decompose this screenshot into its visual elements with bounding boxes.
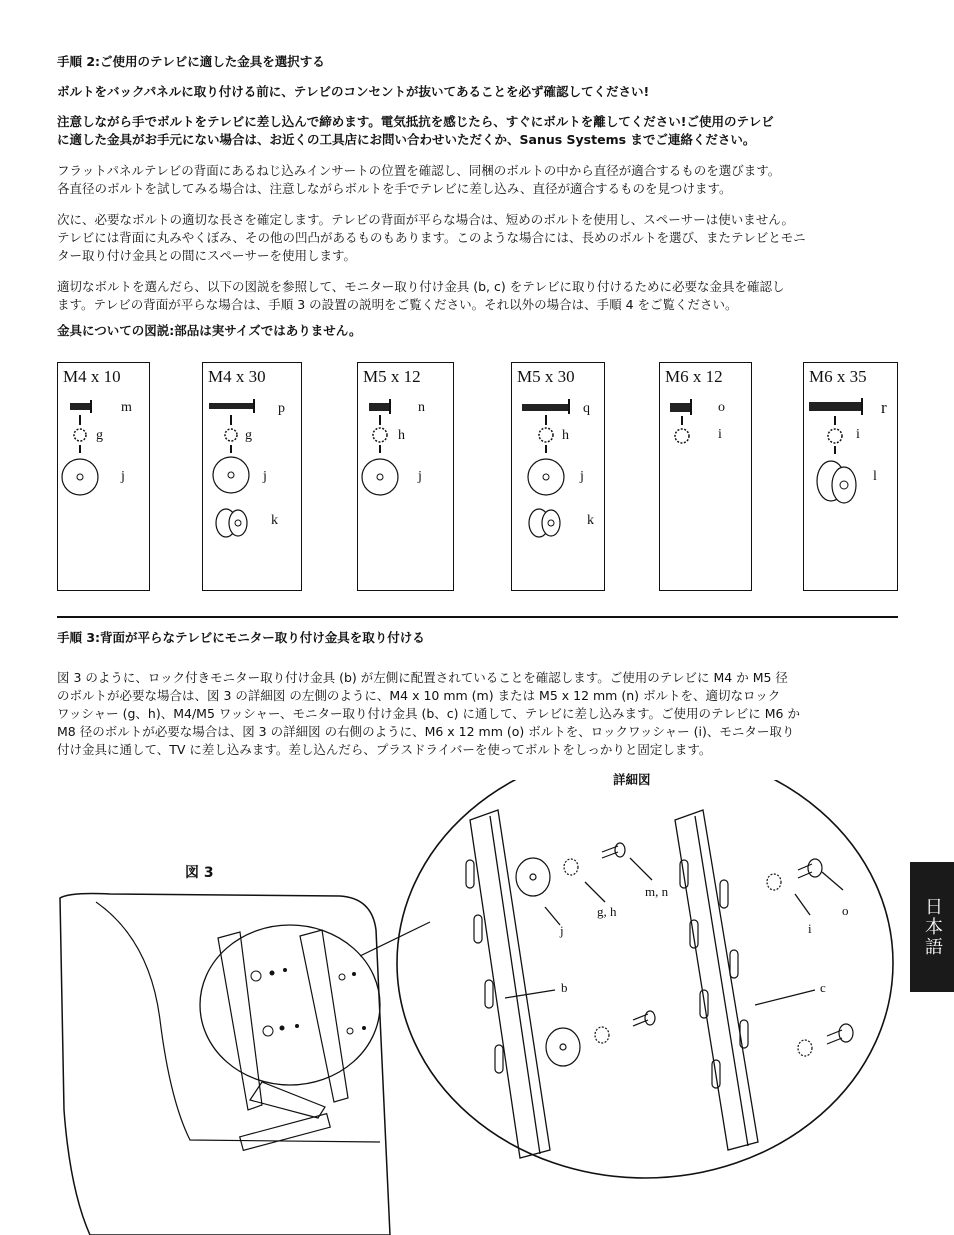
legend-title: 金具についての図説:部品は実サイズではありません。 (57, 323, 362, 338)
washer-label: g (96, 428, 103, 443)
label-mn: m, n (645, 884, 669, 899)
hardware-title: M6 x 35 (809, 367, 867, 386)
hardware-parts-icon (512, 363, 604, 589)
hardware-box-m5x30 (511, 362, 605, 591)
label-b: b (561, 980, 568, 995)
label-j: j (560, 923, 564, 938)
bolt-label: r (881, 398, 887, 417)
label-c: c (820, 980, 826, 995)
para2-line3: ター取り付け金具との間にスペーサーを使用します。 (57, 248, 357, 263)
flat-washer-label: j (580, 469, 584, 484)
hardware-box-m4x30 (202, 362, 302, 591)
spacer-label: k (271, 513, 278, 528)
spacer-label: k (587, 513, 594, 528)
step3-line5: 付け金具に通して、TV に差し込みます。差し込んだら、プラスドライバーを使ってボルトをしっかりと固定します。 (57, 742, 712, 757)
bolt-label: p (278, 401, 285, 416)
bolt-label: n (418, 400, 425, 415)
hardware-box-m6x12 (659, 362, 752, 591)
washer-label: h (398, 428, 405, 443)
bolt-label: o (718, 400, 725, 415)
para1-line1: フラットパネルテレビの背面にあるねじ込みインサートの位置を確認し、同梱のボルトの中から直径が適合するものを選びます。 (57, 163, 781, 178)
label-gh: g, h (597, 904, 617, 919)
flat-washer-label: j (418, 469, 422, 484)
step3-title: 手順 3:背面が平らなテレビにモニター取り付け金具を取り付ける (57, 630, 425, 645)
hardware-box-m4x10 (57, 362, 150, 591)
hardware-parts-icon (358, 363, 453, 589)
hardware-title: M4 x 10 (63, 367, 121, 386)
hardware-parts-icon (660, 363, 750, 589)
label-o: o (842, 903, 849, 918)
flat-washer-label: j (263, 469, 267, 484)
language-tab (910, 862, 954, 992)
washer-label: h (562, 428, 569, 443)
para2-line1: 次に、必要なボルトの適切な長さを確定します。テレビの背面が平らな場合は、短めのボルトを使用し、スペーサーは使いません。 (57, 212, 795, 227)
step2-title: 手順 2:ご使用のテレビに適した金具を選択する (57, 54, 325, 69)
bolt-label: q (583, 401, 590, 416)
step3-line4: M8 径のボルトが必要な場合は、図 3 の詳細図 の右側のように、M6 x 12 mm (o) ボルトを、ロックワッシャー (i)、モニター取り (57, 724, 795, 739)
para1-line2: 各直径のボルトを試してみる場合は、注意しながらボルトを手でテレビに差し込み、直径が適合するものを見つけます。 (57, 181, 732, 196)
detail-view-label: 詳細図 (613, 772, 651, 787)
hardware-title: M6 x 12 (665, 367, 723, 386)
hardware-title: M5 x 30 (517, 367, 575, 386)
section-divider (57, 616, 898, 618)
step2-warning-unplug: ボルトをバックパネルに取り付ける前に、テレビのコンセントが抜いてあることを必ず確認してください! (57, 84, 650, 99)
step2-warning-line1: 注意しながら手でボルトをテレビに差し込んで締めます。電気抵抗を感じたら、すぐにボルトを離してください!ご使用のテレビ (57, 114, 774, 129)
hardware-parts-icon (58, 363, 148, 589)
hardware-parts-icon (203, 363, 301, 589)
step3-line2: のボルトが必要な場合は、図 3 の詳細図 の左側のように、M4 x 10 mm (m) または M5 x 12 mm (n) ボルトを、適切なロック (57, 688, 781, 703)
hardware-parts-icon (804, 363, 897, 589)
hardware-title: M4 x 30 (208, 367, 266, 386)
flat-washer-label: j (121, 469, 125, 484)
washer-label: g (245, 428, 252, 443)
hardware-title: M5 x 12 (363, 367, 421, 386)
label-i: i (808, 921, 812, 936)
step2-warning-line2: に適した金具がお手元にない場合は、お近くの工具店にお問い合わせいただくか、Sanus Systems までご連絡ください。 (57, 132, 756, 147)
para2-line2: テレビには背面に丸みやくぼみ、その他の凹凸があるものもあります。このような場合には、長めのボルトを選び、またテレビとモニ (57, 230, 806, 245)
language-tab-label: 日本語 (922, 897, 943, 957)
hardware-box-m5x12 (357, 362, 454, 591)
step3-line1: 図 3 のように、ロック付きモニター取り付け金具 (b) が左側に配置されていることを確認します。ご使用のテレビに M4 か M5 径 (57, 670, 788, 685)
spacer-label: l (873, 469, 877, 484)
para3-line1: 適切なボルトを選んだら、以下の図説を参照して、モニター取り付け金具 (b, c) をテレビに取り付けるために必要な金具を確認し (57, 279, 785, 294)
para3-line2: ます。テレビの背面が平らな場合は、手順 3 の設置の説明をご覧ください。それ以外の場合は、手順 4 をご覧ください。 (57, 297, 738, 312)
hardware-box-m6x35 (803, 362, 898, 591)
step3-line3: ワッシャー (g、h)、M4/M5 ワッシャー、モニター取り付け金具 (b、c) に通して、テレビに差し込みます。ご使用のテレビに M6 か (57, 706, 800, 721)
bolt-label: m (121, 400, 132, 415)
washer-label: i (718, 427, 722, 442)
installation-diagram (0, 780, 954, 1235)
washer-label: i (856, 427, 860, 442)
figure-3-label: 図 3 (185, 865, 214, 881)
